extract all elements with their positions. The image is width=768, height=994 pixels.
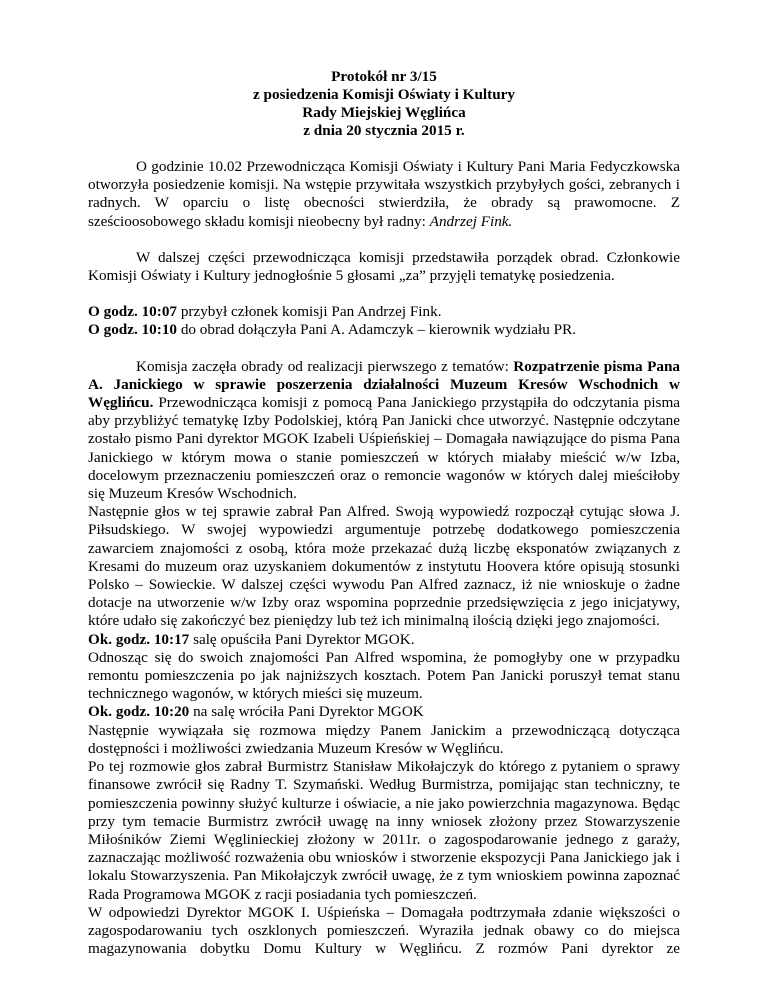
time-text: salę opuściła Pani Dyrektor MGOK. [189,630,415,648]
paragraph-agenda: W dalszej części przewodnicząca komisji przedstawiła porządek obrad. Członkowie Komisji Oświaty i Kultury jednogłośnie 5 głosami „za” przyjęli tematykę posiedzenia. [88,248,680,285]
paragraph-director: W odpowiedzi Dyrektor MGOK I. Uśpieńska – Domagała podtrzymała zdanie większości o zagospodarowaniu tych oszklonych pomieszczeń. Wyraziła jednak obawy co do miejsca magazynowania dobytku Domu Kultury w Węglińcu. Z rozmów Pani dyrektor ze [88,903,680,958]
paragraph-mayor: Po tej rozmowie głos zabrał Burmistrz Stanisław Mikołajczyk do którego z pytaniem o sprawy finansowe zwrócił się Radny T. Szymański. Według Burmistrza, pomijając stan techniczny, te pomieszczenia powinny służyć kulturze i oświacie, a nie jako powierzchnia magazynowa. Będąc przy tym temacie Burmistrz zwrócił uwagę na inny wniosek złożony przez Stowarzyszenie Miłośników Ziemi Węglinieckiej złożony w 2011r. o zagospodarowanie jednego z garaży, zaznaczając możliwość rozważenia obu wniosków i stworzenie ekspozycji Pana Janickiego jak i lokalu Stowarzyszenia. Pan Mikołajczyk zwrócił uwagę, że z tym wnioskiem powinna zapoznać Rada Programowa MGOK z racji posiadania tych pomieszczeń. [88,758,680,903]
paragraph-alfred: Następnie głos w tej sprawie zabrał Pan Alfred. Swoją wypowiedź rozpoczął cytując słowa J. Piłsudskiego. W swojej wypowiedzi argumentuje potrzebę dodatkowego pomieszczenia zawarciem znajomości z osobą, która może przekazać dużą liczbę eksponatów związanych z Kresami do muzeum oraz uzyskaniem dokumentów z instytutu Hoovera które opisują stosunki Polsko – Sowieckie. W dalszej części wywodu Pan Alfred zaznacz, iż nie wnioskuje o żadne dotacje na utworzenie w/w Izby oraz wspomina poprzednie przedsięwzięcia z jego inicjatywy, które udało się zakończyć bez pieniędzy lub też ich minimalną ilością dzięki jego znajomości. [88,503,680,630]
time-entry [88,303,680,321]
time-label: O godz. 10:10 [88,321,178,339]
time-text: do obrad dołączyła Pani A. Adamczyk – kierownik wydziału PR. [177,321,577,339]
time-label: O godz. 10:07 [88,303,178,321]
time-entry [88,321,680,339]
meeting-title: z posiedzenia Komisji Oświaty i Kultury [253,86,515,103]
document-header [88,68,680,140]
time-label: Ok. godz. 10:17 [88,630,190,648]
paragraph-text: Komisja zaczęła obrady od realizacji pierwszego z tematów: [136,357,514,375]
paragraph-text: Przewodnicząca komisji z pomocą Pana Janickiego przystąpiła do odczytania pisma aby przybliżyć tematykę Izby Podolskiej, którą Pan Janicki chce utworzyć. Następnie odczytane zostało pismo Pani dyrektor MGOK Izabeli Uśpieńskiej – Domagała nawiązujące do pisma Pana Janickiego w którym mowa o stanie pomieszczeń w których miałaby mieścić w/w Izba, docelowym przeznaczeniu pomieszczeń oraz o remoncie wagonów w których dalej mieściłoby się Muzeum Kresów Wschodnich. [88,394,680,503]
topic-title: Rozpatrzenie pisma Pana A. Janickiego w sprawie poszerzenia działalności Muzeum Kresów Wschodnich w Węglińcu. [88,357,680,412]
time-entry [88,631,680,649]
council-name: Rady Miejskiej Węglińca [302,104,466,121]
absent-member: Andrzej Fink. [429,212,513,230]
time-text: przybył członek komisji Pan Andrzej Fink. [177,303,442,321]
time-entry [88,703,680,721]
paragraph-discussion: Następnie wywiązała się rozmowa między Panem Janickim a przewodniczącą dotycząca dostępności i możliwości zwiedzania Muzeum Kresów w Węglińcu. [88,721,680,757]
time-text: na salę wróciła Pani Dyrektor MGOK [189,703,424,721]
paragraph-text: O godzinie 10.02 Przewodnicząca Komisji Oświaty i Kultury Pani Maria Fedyczkowska otworzyła posiedzenie komisji. Na wstępie przywitała wszystkich przybyłych gości, zebranych i radnych. W oparciu o listę obecności stwierdziła, że obrady są prawomocne. Z sześcioosobowego składu komisji nieobecny był radny: [88,158,680,230]
paragraph-opening [88,158,680,231]
protocol-number: Protokół nr 3/15 [331,68,437,85]
meeting-date: z dnia 20 stycznia 2015 r. [303,122,465,139]
paragraph-renovation: Odnosząc się do swoich znajomości Pan Alfred wspomina, że pomogłyby one w przypadku remontu pomieszczenia po jak najniższych kosztach. Potem Pan Janicki poruszył temat stanu technicznego wagonów, w których mieści się muzeum. [88,648,680,703]
time-label: Ok. godz. 10:20 [88,703,190,721]
paragraph-topic [88,358,680,504]
